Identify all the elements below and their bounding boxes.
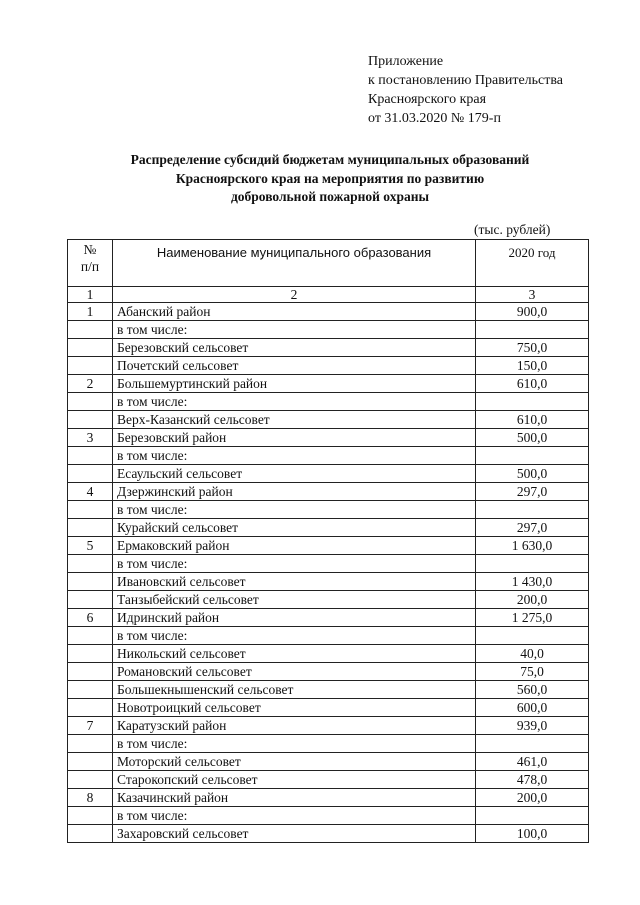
row-value-cell: 1 430,0 <box>476 573 589 591</box>
row-name-cell: Казачинский район <box>113 789 476 807</box>
row-number-cell <box>68 321 113 339</box>
column-number-row <box>68 287 589 303</box>
row-number-cell <box>68 825 113 843</box>
row-number-cell: 1 <box>68 303 113 321</box>
table-header-row <box>68 240 589 287</box>
row-number-cell <box>68 591 113 609</box>
table-row <box>68 789 589 807</box>
row-number-cell <box>68 465 113 483</box>
row-number-cell <box>68 771 113 789</box>
appendix-line: от 31.03.2020 № 179-п <box>368 111 501 126</box>
header-name-cell: Наименование муниципального образования <box>113 240 476 287</box>
header-number-line: п/п <box>80 259 100 274</box>
table-row <box>68 627 589 645</box>
row-name-cell: Верх-Казанский сельсовет <box>113 411 476 429</box>
table-row <box>68 519 589 537</box>
row-value-cell: 75,0 <box>476 663 589 681</box>
row-value-cell <box>476 735 589 753</box>
row-name-cell: Большекнышенский сельсовет <box>113 681 476 699</box>
row-name-cell: Моторский сельсовет <box>113 753 476 771</box>
appendix-line: к постановлению Правительства <box>368 73 564 88</box>
table-row <box>68 303 589 321</box>
row-number-cell <box>68 663 113 681</box>
row-value-cell <box>476 393 589 411</box>
table-row <box>68 465 589 483</box>
document-title <box>90 151 570 207</box>
title-line: добровольной пожарной охраны <box>230 189 430 204</box>
row-number-cell <box>68 501 113 519</box>
row-number-cell <box>68 681 113 699</box>
appendix-line: Приложение <box>368 54 444 69</box>
row-name-cell: Танзыбейский сельсовет <box>113 591 476 609</box>
row-value-cell <box>476 627 589 645</box>
row-number-cell <box>68 555 113 573</box>
row-value-cell: 478,0 <box>476 771 589 789</box>
row-name-cell: Захаровский сельсовет <box>113 825 476 843</box>
table-row <box>68 375 589 393</box>
row-value-cell <box>476 501 589 519</box>
column-number-cell: 2 <box>113 287 476 303</box>
table-row <box>68 321 589 339</box>
row-value-cell: 939,0 <box>476 717 589 735</box>
row-number-cell: 5 <box>68 537 113 555</box>
row-number-cell <box>68 573 113 591</box>
table-row <box>68 393 589 411</box>
table-row <box>68 429 589 447</box>
row-name-cell: в том числе: <box>113 807 476 825</box>
row-name-cell: Большемуртинский район <box>113 375 476 393</box>
table-row <box>68 537 589 555</box>
row-name-cell: Почетский сельсовет <box>113 357 476 375</box>
row-number-cell <box>68 411 113 429</box>
row-number-cell <box>68 735 113 753</box>
subsidy-table <box>67 239 589 843</box>
row-name-cell: Романовский сельсовет <box>113 663 476 681</box>
row-name-cell: Каратузский район <box>113 717 476 735</box>
row-name-cell: Ивановский сельсовет <box>113 573 476 591</box>
column-number-cell: 1 <box>68 287 113 303</box>
row-name-cell: Абанский район <box>113 303 476 321</box>
row-value-cell: 560,0 <box>476 681 589 699</box>
row-number-cell <box>68 645 113 663</box>
table-row <box>68 663 589 681</box>
row-value-cell <box>476 447 589 465</box>
row-value-cell: 750,0 <box>476 339 589 357</box>
row-value-cell: 500,0 <box>476 465 589 483</box>
table-row <box>68 501 589 519</box>
row-value-cell: 297,0 <box>476 519 589 537</box>
table-row <box>68 807 589 825</box>
row-name-cell: Идринский район <box>113 609 476 627</box>
row-name-cell: Березовский район <box>113 429 476 447</box>
row-number-cell: 8 <box>68 789 113 807</box>
row-name-cell: в том числе: <box>113 735 476 753</box>
row-number-cell: 7 <box>68 717 113 735</box>
row-number-cell: 4 <box>68 483 113 501</box>
table-row <box>68 825 589 843</box>
appendix-block <box>368 52 563 128</box>
table-row <box>68 699 589 717</box>
row-value-cell: 600,0 <box>476 699 589 717</box>
table-row <box>68 339 589 357</box>
table-row <box>68 573 589 591</box>
table-row <box>68 483 589 501</box>
row-value-cell: 610,0 <box>476 411 589 429</box>
header-number-cell <box>68 240 113 287</box>
row-value-cell: 900,0 <box>476 303 589 321</box>
row-name-cell: Старокопский сельсовет <box>113 771 476 789</box>
table-row <box>68 555 589 573</box>
row-value-cell: 150,0 <box>476 357 589 375</box>
table-row <box>68 771 589 789</box>
row-value-cell: 200,0 <box>476 789 589 807</box>
row-number-cell <box>68 753 113 771</box>
row-name-cell: Есаульский сельсовет <box>113 465 476 483</box>
row-value-cell: 297,0 <box>476 483 589 501</box>
row-name-cell: Никольский сельсовет <box>113 645 476 663</box>
row-value-cell <box>476 555 589 573</box>
table-row <box>68 591 589 609</box>
title-line: Распределение субсидий бюджетам муниципальных образований <box>130 152 530 167</box>
row-number-cell <box>68 339 113 357</box>
row-name-cell: Ермаковский район <box>113 537 476 555</box>
table-row <box>68 735 589 753</box>
row-name-cell: в том числе: <box>113 393 476 411</box>
row-value-cell: 500,0 <box>476 429 589 447</box>
row-number-cell: 3 <box>68 429 113 447</box>
table-row <box>68 753 589 771</box>
column-number-cell: 3 <box>476 287 589 303</box>
table-row <box>68 447 589 465</box>
row-name-cell: в том числе: <box>113 501 476 519</box>
row-value-cell <box>476 321 589 339</box>
table-row <box>68 411 589 429</box>
header-number-line: № <box>83 242 97 257</box>
row-number-cell <box>68 519 113 537</box>
row-value-cell <box>476 807 589 825</box>
table-row <box>68 609 589 627</box>
row-number-cell <box>68 393 113 411</box>
row-number-cell: 2 <box>68 375 113 393</box>
row-name-cell: в том числе: <box>113 447 476 465</box>
header-year-cell: 2020 год <box>476 240 589 287</box>
row-number-cell: 6 <box>68 609 113 627</box>
row-number-cell <box>68 447 113 465</box>
table-row <box>68 357 589 375</box>
appendix-line: Красноярского края <box>368 92 487 107</box>
unit-label: (тыс. рублей) <box>474 222 551 237</box>
row-value-cell: 1 630,0 <box>476 537 589 555</box>
row-name-cell: в том числе: <box>113 321 476 339</box>
row-number-cell <box>68 627 113 645</box>
row-number-cell <box>68 357 113 375</box>
row-number-cell <box>68 807 113 825</box>
table-row <box>68 681 589 699</box>
row-value-cell: 461,0 <box>476 753 589 771</box>
table-row <box>68 717 589 735</box>
row-name-cell: Дзержинский район <box>113 483 476 501</box>
row-number-cell <box>68 699 113 717</box>
row-value-cell: 100,0 <box>476 825 589 843</box>
row-value-cell: 1 275,0 <box>476 609 589 627</box>
row-value-cell: 40,0 <box>476 645 589 663</box>
row-name-cell: Новотроицкий сельсовет <box>113 699 476 717</box>
row-value-cell: 610,0 <box>476 375 589 393</box>
title-line: Красноярского края на мероприятия по развитию <box>175 170 485 186</box>
row-name-cell: Курайский сельсовет <box>113 519 476 537</box>
table-row <box>68 645 589 663</box>
row-value-cell: 200,0 <box>476 591 589 609</box>
row-name-cell: в том числе: <box>113 627 476 645</box>
row-name-cell: в том числе: <box>113 555 476 573</box>
row-name-cell: Березовский сельсовет <box>113 339 476 357</box>
